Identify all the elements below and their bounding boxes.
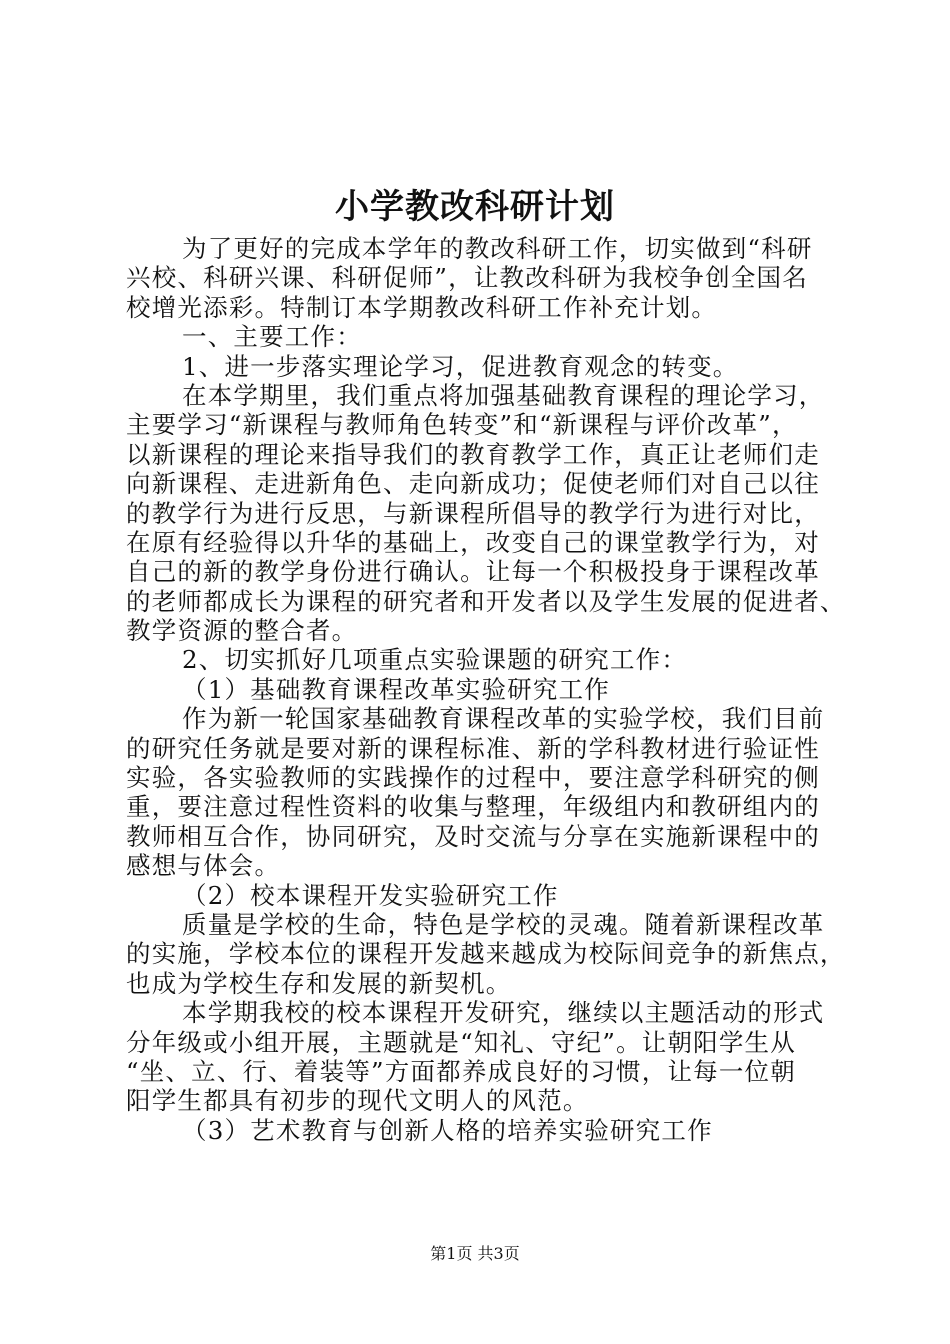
paragraph-line: 重，要注意过程性资料的收集与整理，年级组内和教研组内的 (126, 792, 820, 822)
document-title: 小学教改科研计划 (335, 187, 615, 227)
item-heading: （1）基础教育课程改革实验研究工作 (182, 674, 610, 704)
paragraph-line: 自己的新的教学身份进行确认。让每一个积极投身于课程改革 (126, 557, 820, 587)
paragraph-line: 主要学习“新课程与教师角色转变”和“新课程与评价改革”， (126, 410, 798, 440)
paragraph-line: 校增光添彩。特制订本学期教改科研工作补充计划。 (126, 292, 718, 322)
paragraph-line: 的研究任务就是要对新的课程标准、新的学科教材进行验证性 (126, 733, 820, 763)
paragraph-line: 也成为学校生存和发展的新契机。 (126, 968, 512, 998)
paragraph-line: 在本学期里，我们重点将加强基础教育课程的理论学习， (182, 380, 825, 410)
paragraph-line: 阳学生都具有初步的现代文明人的风范。 (126, 1086, 589, 1116)
subsection-heading: 1、进一步落实理论学习，促进教育观念的转变。 (182, 351, 739, 381)
paragraph-line: 分年级或小组开展，主题就是“知礼、守纪”。让朝阳学生从 (126, 1027, 796, 1057)
paragraph-line: “坐、立、行、着装等”方面都养成良好的习惯，让每一位朝 (126, 1056, 796, 1086)
document-body (126, 234, 846, 1145)
paragraph-line: 质量是学校的生命，特色是学校的灵魂。随着新课程改革 (182, 909, 825, 939)
paragraph-line: 感想与体会。 (126, 851, 281, 881)
paragraph-line: 兴校、科研兴课、科研促师”，让教改科研为我校争创全国名 (126, 263, 808, 293)
paragraph-line: 向新课程、走进新角色、走向新成功；促使老师们对自己以往 (126, 469, 820, 499)
paragraph-line: 的教学行为进行反思，与新课程所倡导的教学行为进行对比， (126, 498, 820, 528)
paragraph-line: 教学资源的整合者。 (126, 616, 358, 646)
paragraph-line: 的实施，学校本位的课程开发越来越成为校际间竞争的新焦点， (126, 939, 846, 969)
paragraph-line: 作为新一轮国家基础教育课程改革的实验学校，我们目前 (182, 704, 825, 734)
item-heading: （3）艺术教育与创新人格的培养实验研究工作 (182, 1115, 713, 1145)
paragraph-line: 教师相互合作，协同研究，及时交流与分享在实施新课程中的 (126, 821, 820, 851)
paragraph-line: 为了更好的完成本学年的教改科研工作，切实做到“科研 (182, 234, 813, 263)
paragraph-line: 实验，各实验教师的实践操作的过程中，要注意学科研究的侧 (126, 763, 820, 793)
paragraph-line: 的老师都成长为课程的研究者和开发者以及学生发展的促进者、 (126, 586, 846, 616)
paragraph-line: 本学期我校的校本课程开发研究，继续以主题活动的形式 (182, 998, 825, 1028)
paragraph-line: 在原有经验得以升华的基础上，改变自己的课堂教学行为，对 (126, 527, 820, 557)
page-footer: 第1页 共3页 (430, 1244, 520, 1263)
section-heading: 一、主要工作： (182, 322, 362, 352)
subsection-heading: 2、切实抓好几项重点实验课题的研究工作： (182, 645, 688, 675)
paragraph-line: 以新课程的理论来指导我们的教育教学工作，真正让老师们走 (126, 439, 820, 469)
item-heading: （2）校本课程开发实验研究工作 (182, 880, 559, 910)
